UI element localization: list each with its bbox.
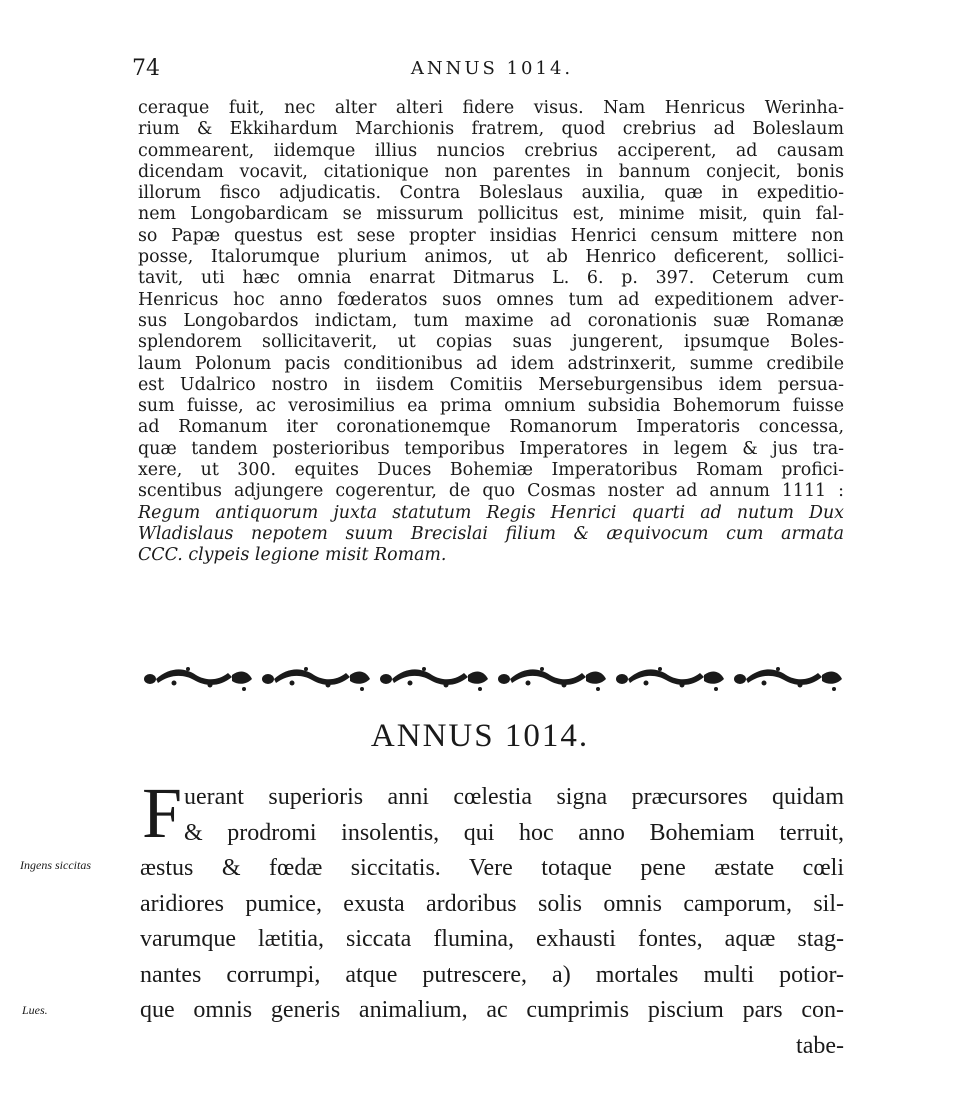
text-line: que omnis generis animalium, ac cumprimis piscium pars con- (140, 997, 844, 1023)
running-head (132, 56, 852, 86)
text-line: nantes corrumpi, atque putrescere, a) mortales multi potior- (140, 961, 844, 988)
text-line: uerant superioris anni cœlestia signa præcursores quidam (184, 784, 844, 810)
text-line: aridiores pumice, exusta ardoribus solis omnis camporum, sil- (140, 890, 844, 917)
text-line: rium & Ekkihardum Marchionis fratrem, quod crebrius ad Boleslaum (138, 119, 844, 140)
text-line: est Udalrico nostro in iisdem Comitiis Merseburgensibus idem persua- (138, 374, 844, 395)
section-heading: ANNUS 1014. (370, 718, 590, 754)
text-line: xere, ut 300. equites Duces Bohemiæ Imperatoribus Romam profici- (138, 460, 844, 481)
margin-note: Lues. (22, 1003, 48, 1017)
drop-cap: F (142, 773, 183, 853)
text-line: varumque lætitia, siccata flumina, exhausti fontes, aquæ stag- (140, 926, 844, 952)
lower-paragraph (140, 780, 844, 1064)
text-line: commearent, iidemque illius nuncios crebrius acciperent, ad causam (138, 140, 844, 161)
quote-line: CCC. clypeis legione misit Romam. (138, 545, 447, 566)
page-number: 74 (132, 56, 160, 81)
text-line: splendorem sollicitaverit, ut copias suas jungerent, ipsumque Boles- (138, 332, 844, 353)
text-line: æstus & fœdæ siccitatis. Vere totaque pene æstate cœli (140, 855, 844, 881)
margin-note: Ingens siccitas (20, 858, 91, 872)
quote-line: Regum antiquorum juxta statutum Regis Henrici quarti ad nutum Dux (138, 502, 844, 523)
text-line: laum Polonum pacis conditionibus ad idem adstrinxerit, summe credibile (138, 353, 844, 374)
catchword: tabe- (796, 1032, 844, 1059)
quote-line: Wladislaus nepotem suum Brecislai filium & æquivocum cum armata (138, 523, 844, 544)
text-line: scentibus adjungere cogerentur, de quo Cosmas noster ad annum 1111 : (138, 481, 844, 502)
text-line: sum fuisse, ac verosimilius ea prima omnium subsidia Bohemorum fuisse (138, 396, 844, 417)
text-line: so Papæ questus est sese propter insidias Henrici censum mittere non (138, 225, 844, 246)
text-line: posse, Italorumque plurium animos, ut ab Henrico deficerent, sollici- (138, 247, 844, 268)
text-line: ad Romanum iter coronationemque Romanorum Imperatoris concessa, (138, 417, 844, 438)
running-title: ANNUS 1014. (410, 58, 574, 79)
decorative-ornament-band (140, 663, 846, 693)
text-line: & prodromi insolentis, qui hoc anno Bohemiam terruit, (184, 819, 844, 846)
text-line: illorum fisco adjudicatis. Contra Boleslaus auxilia, quæ in expeditio- (138, 183, 844, 204)
text-line: nem Longobardicam se missurum pollicitus est, minime misit, quin fal- (138, 204, 844, 225)
text-line: tavit, uti hæc omnia enarrat Ditmarus L. 6. p. 397. Ceterum cum (138, 268, 844, 289)
upper-paragraph (138, 98, 844, 567)
text-line: quæ tandem posterioribus temporibus Imperatores in legem & jus tra- (138, 438, 844, 459)
text-line: ceraque fuit, nec alter alteri fidere visus. Nam Henricus Werinha- (138, 98, 844, 118)
text-line: Henricus hoc anno fœderatos suos omnes tum ad expeditionem adver- (138, 289, 844, 310)
text-line: dicendam vocavit, citationique non parentes in bannum conjecit, bonis (138, 161, 844, 182)
text-line: sus Longobardos indictam, tum maxime ad coronationis suæ Romanæ (138, 310, 844, 331)
